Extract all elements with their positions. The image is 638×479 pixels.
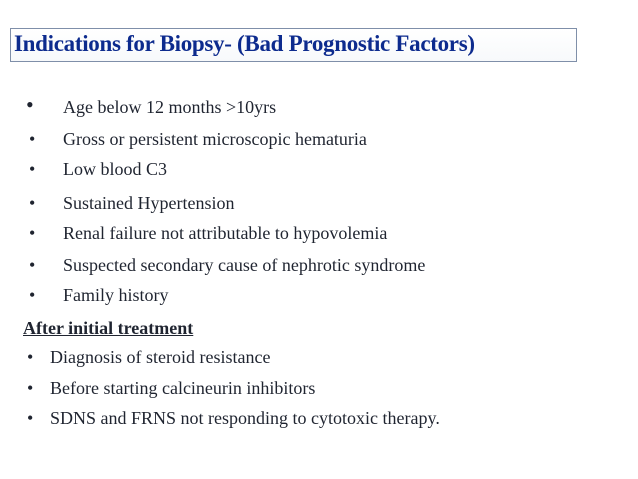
list-item-text: Low blood C3 — [63, 159, 168, 179]
bullet-icon: • — [26, 92, 34, 117]
list-item-text: SDNS and FRNS not responding to cytotoxic therapy. — [50, 408, 440, 428]
bullet-icon: • — [29, 255, 36, 275]
bullet-icon: • — [27, 347, 34, 367]
bullet-icon: • — [27, 408, 34, 428]
slide-title-box — [10, 28, 577, 62]
list-item-text: Renal failure not attributable to hypovolemia — [63, 223, 388, 243]
section-heading: After initial treatment — [23, 318, 194, 338]
list-item-text: Gross or persistent microscopic hematuria — [63, 129, 367, 149]
list-item-text: Before starting calcineurin inhibitors — [50, 378, 316, 398]
bullet-icon: • — [29, 223, 36, 243]
list-item-text: Sustained Hypertension — [63, 193, 235, 213]
bullet-icon: • — [29, 159, 36, 179]
bullet-icon: • — [29, 285, 36, 305]
bullet-icon: • — [27, 378, 34, 398]
slide-title: Indications for Biopsy- (Bad Prognostic Factors) — [14, 31, 475, 56]
list-item-text: Suspected secondary cause of nephrotic syndrome — [63, 255, 426, 275]
bullet-icon: • — [29, 193, 36, 213]
list-item-text: Diagnosis of steroid resistance — [50, 347, 271, 367]
bullet-icon: • — [29, 129, 36, 149]
list-item-text: Family history — [63, 285, 169, 305]
list-item-text: Age below 12 months >10yrs — [63, 97, 277, 117]
